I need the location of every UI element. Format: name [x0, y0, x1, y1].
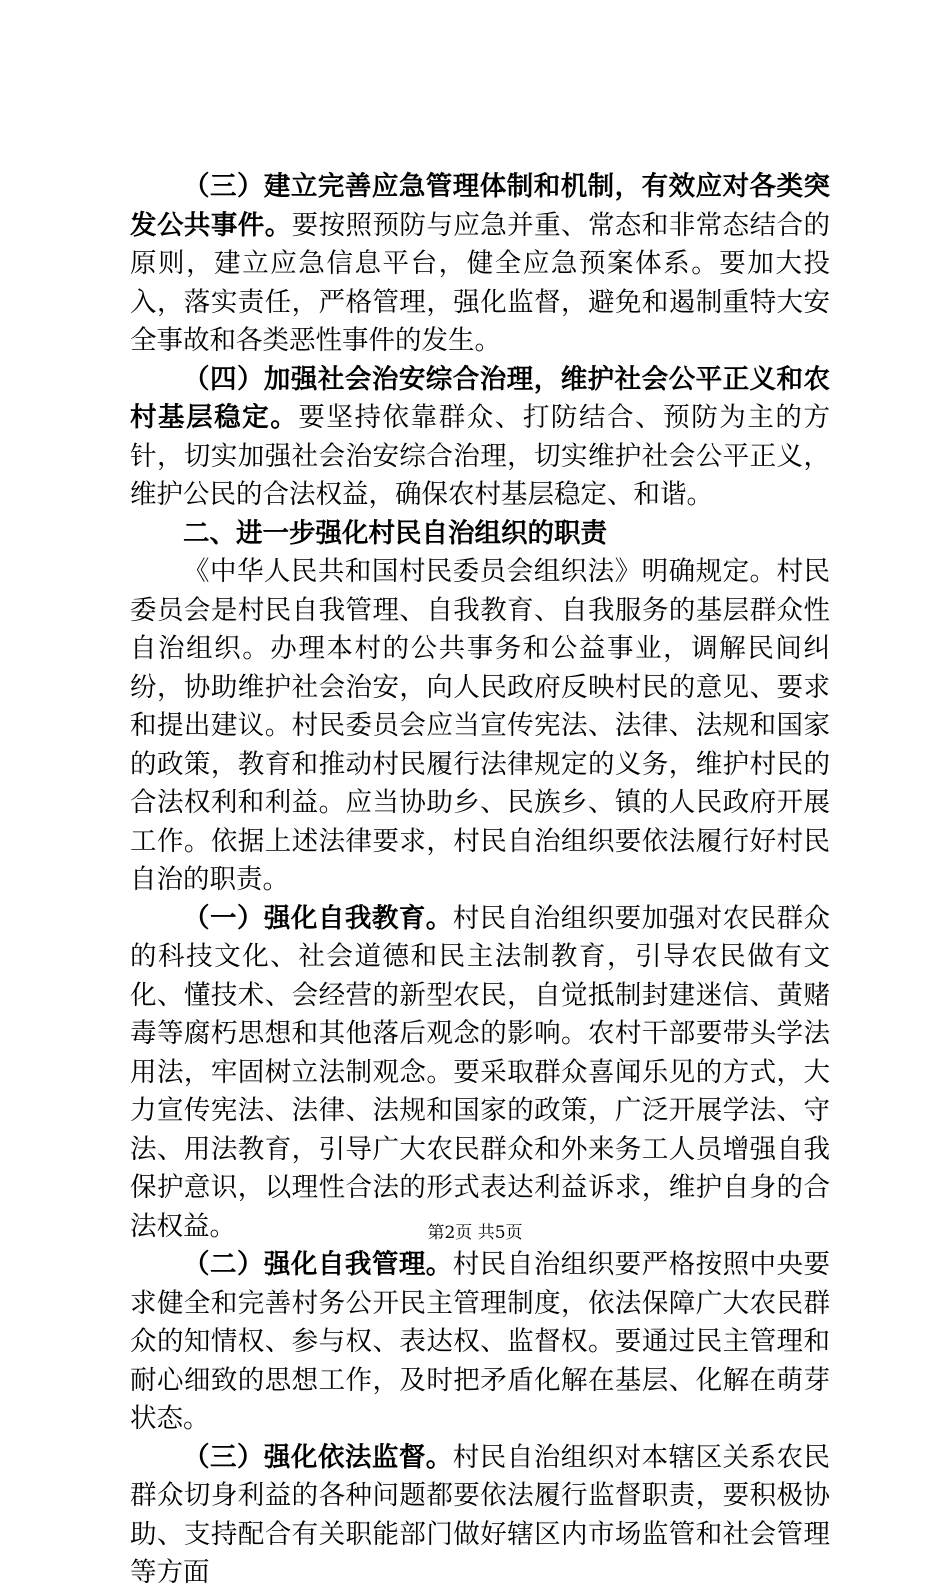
paragraph-public-security	[130, 361, 830, 515]
paragraph-text: 村民自治组织要加强对农民群众的科技文化、社会道德和民主法制教育，引导农民做有文化、懂技术、会经营的新型农民，自觉抵制封建迷信、黄赌毒等腐朽思想和其他落后观念的影响。农村干部要带头学法用法，牢固树立法制观念。要采取群众喜闻乐见的方式，大力宣传宪法、法律、法规和国家的政策，广泛开展学法、守法、用法教育，引导广大农民群众和外来务工人员增强自我保护意识，以理性合法的形式表达利益诉求，维护自身的合法权益。	[130, 902, 831, 1242]
paragraph-self-education	[130, 900, 830, 1247]
paragraph-emergency-management	[130, 168, 830, 361]
paragraph-text: 要坚持依靠群众、打防结合、预防为主的方针，切实加强社会治安综合治理，切实维护社会公平正义，维护公民的合法权益，确保农村基层稳定、和谐。	[130, 402, 830, 510]
paragraph-lead: （一）强化自我教育。	[183, 902, 453, 934]
section-heading: 二、进一步强化村民自治组织的职责	[183, 517, 607, 549]
paragraph-organization-law	[130, 553, 830, 900]
paragraph-lead: （三）强化依法监督。	[183, 1441, 453, 1473]
document-body	[130, 168, 830, 1593]
paragraph-lead: （四）加强社会治安综合治理，维护社会公平正义和农村基层稳定。	[130, 363, 830, 433]
paragraph-text: 《中华人民共和国村民委员会组织法》明确规定。村民委员会是村民自我管理、自我教育、自我服务的基层群众性自治组织。办理本村的公共事务和公益事业，调解民间纠纷，协助维护社会治安，向人民政府反映村民的意见、要求和提出建议。村民委员会应当宣传宪法、法律、法规和国家的政策，教育和推动村民履行法律规定的义务，维护村民的合法权利和利益。应当协助乡、民族乡、镇的人民政府开展工作。依据上述法律要求，村民自治组织要依法履行好村民自治的职责。	[130, 556, 830, 895]
paragraph-text: 村民自治组织对本辖区关系农民群众切身利益的各种问题都要依法履行监督职责，要积极协助、支持配合有关职能部门做好辖区内市场监管和社会管理等方面	[130, 1441, 831, 1588]
paragraph-legal-supervision	[130, 1439, 830, 1593]
paragraph-text: 要按照预防与应急并重、常态和非常态结合的原则，建立应急信息平台，健全应急预案体系。要加大投入，落实责任，严格管理，强化监督，避免和遏制重特大安全事故和各类恶性事件的发生。	[130, 209, 831, 356]
paragraph-self-management	[130, 1246, 830, 1439]
paragraph-lead: （二）强化自我管理。	[183, 1249, 453, 1280]
paragraph-lead: （三）建立完善应急管理体制和机制，有效应对各类突发公共事件。	[130, 171, 830, 241]
page-footer: 第2页 共5页	[427, 1223, 523, 1243]
paragraph-text: 村民自治组织要严格按照中央要求健全和完善村务公开民主管理制度，依法保障广大农民群众的知情权、参与权、表达权、监督权。要通过民主管理和耐心细致的思想工作，及时把矛盾化解在基层、化解在萌芽状态。	[130, 1249, 831, 1434]
